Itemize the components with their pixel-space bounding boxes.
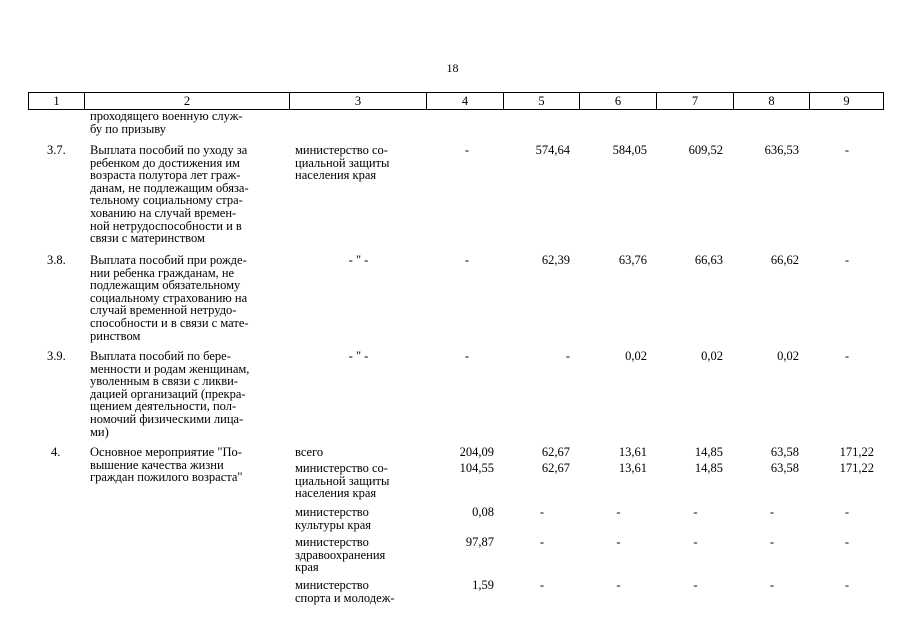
row-c5: 62,39 [541,253,570,267]
row-c5: 574,64 [535,143,570,157]
subrow-executor: всего [295,445,324,459]
subrow-executor: министерство здравоохранения края [295,535,386,575]
subrow-c8: 63,58 [770,445,799,459]
row-number: 3.7. [47,143,66,157]
row-executor: - " - [348,253,369,267]
subrow-c7: - [693,505,698,519]
header-col-7: 7 [657,92,734,110]
subrow-c8: - [769,505,775,519]
subrow-executor: министерство культуры края [295,505,372,532]
subrow-c7: 14,85 [694,445,723,459]
subrow-c9: 171,22 [839,461,874,475]
header-col-6: 6 [580,92,657,110]
subrow-c5: - [539,535,545,549]
subrow-c8: 63,58 [770,461,799,475]
row-c6: 584,05 [612,143,647,157]
header-col-5: 5 [504,92,580,110]
subrow-c7: - [693,535,698,549]
row-c4: - [464,349,469,363]
row-c8: 0,02 [777,349,799,363]
subrow-c9: - [844,535,850,549]
row-name: Основное мероприятие "По- вышение качества жизни граждан пожилого возраста" [90,445,243,485]
row-c9: - [844,143,850,157]
subrow-c9: - [844,505,850,519]
row-c9: - [844,349,850,363]
subrow-c9: 171,22 [839,445,874,459]
row-c7: 609,52 [688,143,723,157]
row-c7: 66,63 [694,253,723,267]
subrow-c4: 0,08 [472,505,494,519]
subrow-c4: 97,87 [465,535,494,549]
subrow-c7: 14,85 [694,461,723,475]
subrow-c4: 104,55 [459,461,494,475]
row-name: Выплата пособий при рожде- нии ребенка гражданам, не подлежащим обязательному социальному страхованию на случай временной нетрудо- способности и в связи с мате- ринством [90,253,249,343]
header-col-3: 3 [290,92,427,110]
subrow-c6: - [616,535,621,549]
subrow-c7: - [693,578,698,592]
row-executor: - " - [348,349,369,363]
row-c6: 63,76 [618,253,647,267]
row-c8: 636,53 [764,143,799,157]
row-c8: 66,62 [770,253,799,267]
subrow-c4: 204,09 [459,445,494,459]
subrow-c8: - [769,578,775,592]
row-c7: 0,02 [701,349,723,363]
subrow-c5: - [539,578,545,592]
row-name: Выплата пособий по уходу за ребенком до достижения им возраста полутора лет граж- данам, не подлежащим обяза- тельному социальному стра- хованию на случай времен- ной нетрудоспособности и в связи с материнством [90,143,249,246]
subrow-c6: - [616,505,621,519]
subrow-c6: 13,61 [618,461,647,475]
subrow-executor: министерство спорта и молодеж- [295,578,395,605]
row-c4: - [464,143,469,157]
header-col-1: 1 [28,92,85,110]
subrow-c9: - [844,578,850,592]
header-col-4: 4 [427,92,504,110]
row-number: 3.9. [47,349,66,363]
row-number: 3.8. [47,253,66,267]
subrow-c6: 13,61 [618,445,647,459]
header-col-2: 2 [85,92,290,110]
subrow-c5: 62,67 [541,445,570,459]
subrow-c5: - [539,505,545,519]
row-c5: - [565,349,570,363]
subrow-c8: - [769,535,775,549]
page-number: 18 [446,61,459,75]
subrow-c4: 1,59 [472,578,494,592]
subrow-c6: - [616,578,621,592]
header-col-8: 8 [734,92,810,110]
row-executor: министерство со- циальной защиты населения края [295,143,390,183]
row-number: 4. [51,445,61,459]
subrow-c5: 62,67 [541,461,570,475]
row-name: проходящего военную служ- бу по призыву [90,109,243,136]
header-col-9: 9 [810,92,884,110]
row-c6: 0,02 [625,349,647,363]
subrow-executor: министерство со- циальной защиты населения края [295,461,390,501]
row-c4: - [464,253,469,267]
row-name: Выплата пособий по бере- менности и родам женщинам, уволенным в связи с ликви- дацией организаций (прекра- щением деятельности, пол- номочий физическими лица- ми) [90,349,250,439]
row-c9: - [844,253,850,267]
